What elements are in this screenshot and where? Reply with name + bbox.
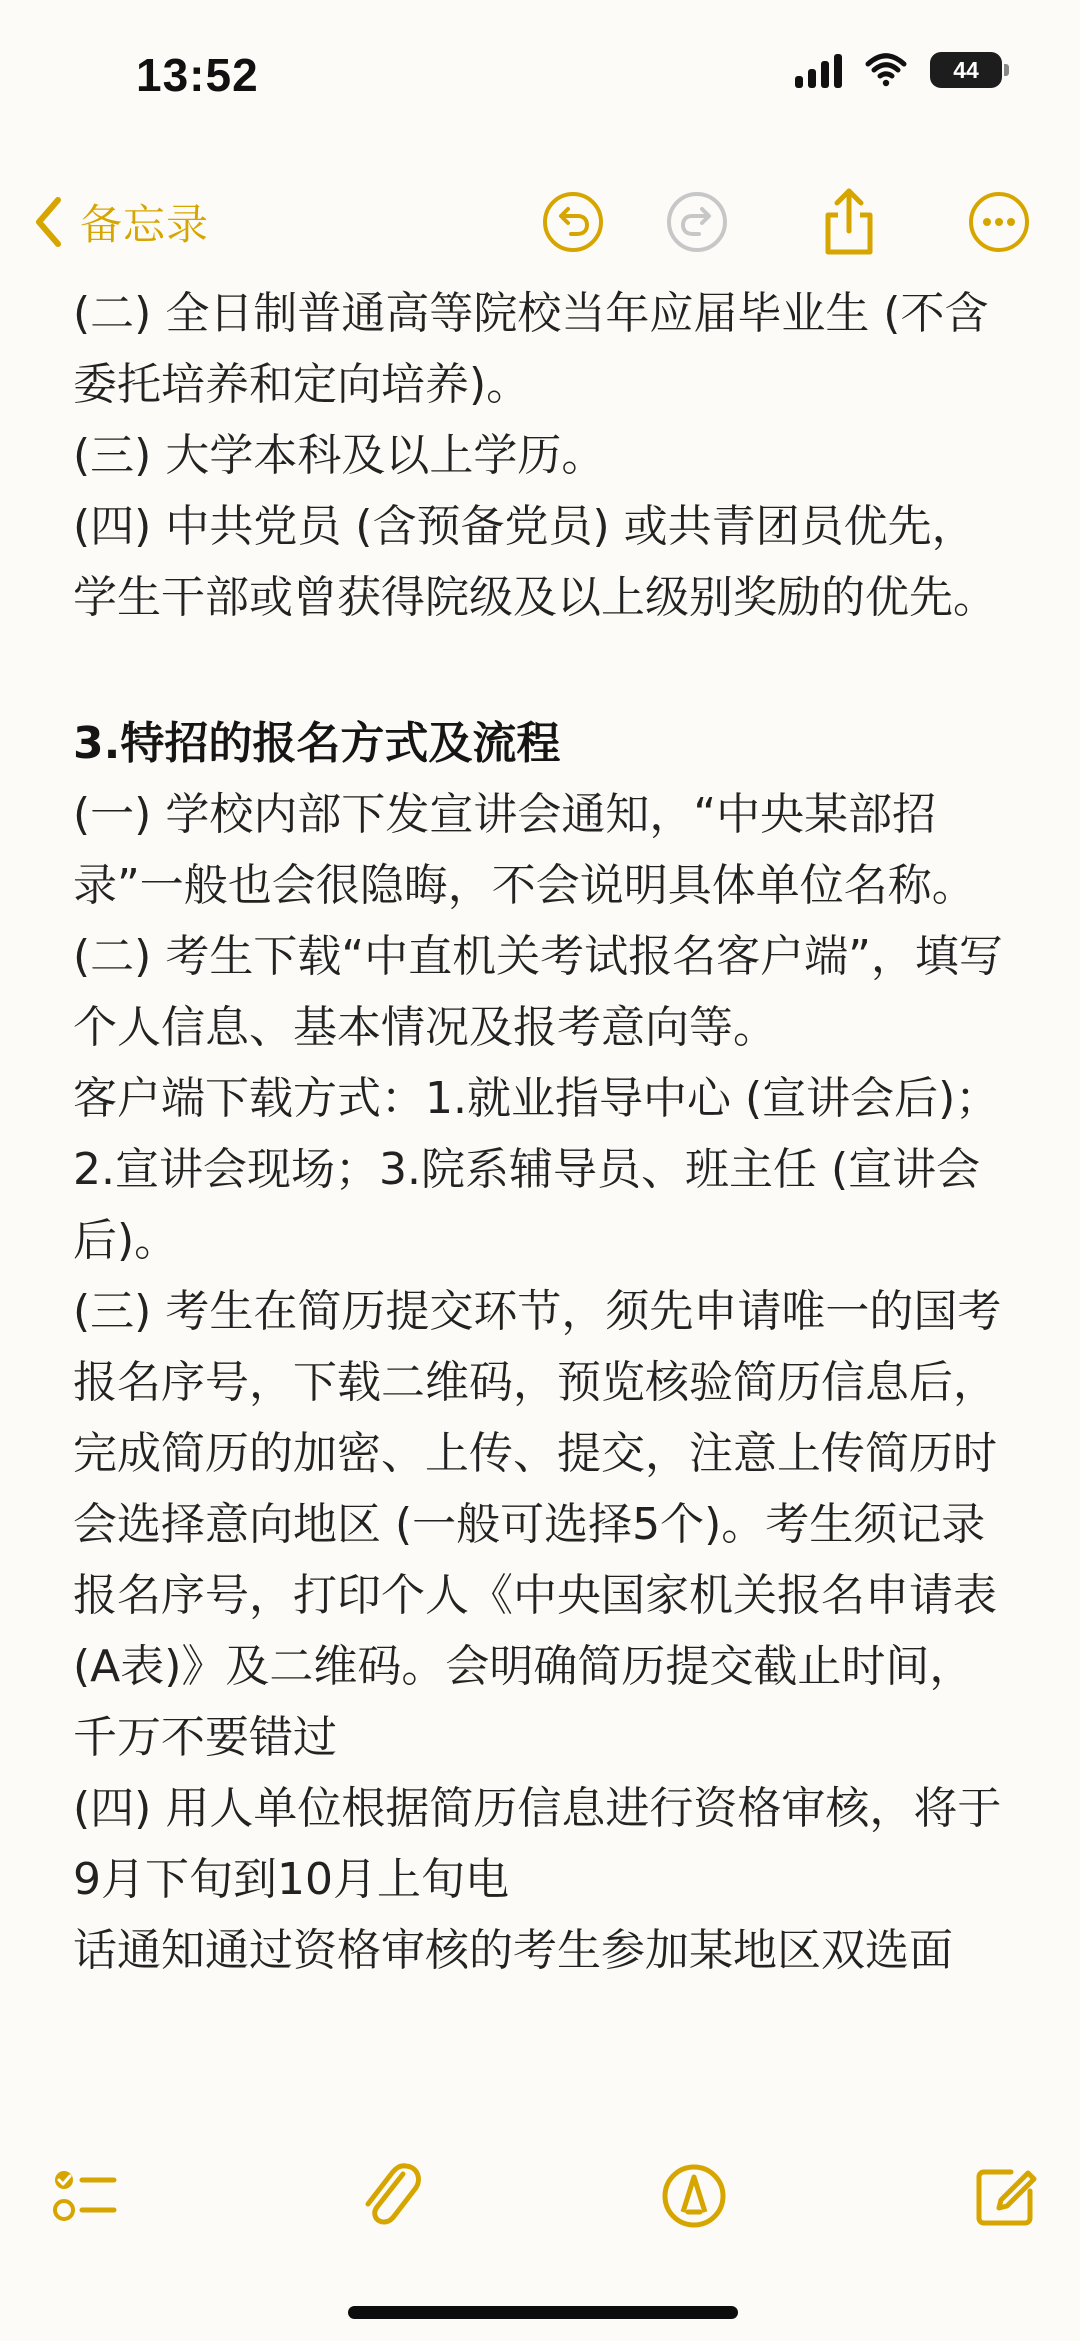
note-paragraph: (四) 中共党员 (含预备党员) 或共青团员优先，学生干部或曾获得院级及以上级别奖励的优先。 <box>73 501 997 623</box>
note-paragraph: (三) 大学本科及以上学历。 <box>73 430 606 481</box>
attachment-button[interactable] <box>346 2152 434 2240</box>
back-chevron-icon <box>24 181 72 263</box>
battery-icon <box>930 52 1002 88</box>
share-icon <box>818 186 880 258</box>
note-content[interactable] <box>73 278 1008 1986</box>
compose-button[interactable] <box>962 2152 1050 2240</box>
note-paragraph: (三) 考生在简历提交环节，须先申请唯一的国考报名序号，下载二维码，预览核验简历信息后，完成简历的加密、上传、提交，注意上传简历时会选择意向地区 (一般可选择5个)。考生须记录报名序号，打印个人《中央国家机关报名申请表 (A表)》及二维码。会明确简历提交截止时间，千万不要错过 <box>73 1286 1002 1763</box>
signal-icon <box>795 52 842 88</box>
checklist-icon <box>50 2160 122 2232</box>
status-time: 13:52 <box>136 49 259 101</box>
home-indicator[interactable] <box>348 2306 738 2319</box>
undo-button[interactable] <box>532 181 614 263</box>
note-paragraph: (二) 全日制普通高等院校当年应届毕业生 (不含委托培养和定向培养)。 <box>73 288 989 410</box>
bottom-toolbar <box>0 2142 1080 2262</box>
more-button[interactable] <box>958 181 1040 263</box>
compose-icon <box>970 2160 1042 2232</box>
undo-icon <box>540 189 606 255</box>
status-bar <box>0 0 1080 165</box>
markup-icon <box>658 2160 730 2232</box>
battery-level: 44 <box>953 56 979 83</box>
back-button[interactable] <box>24 181 209 263</box>
note-paragraph: 话通知通过资格审核的考生参加某地区双选面 <box>73 1925 953 1976</box>
note-paragraph: (二) 考生下载“中直机关考试报名客户端”，填写个人信息、基本情况及报考意向等。 <box>73 931 1003 1053</box>
blank-line <box>73 633 1008 708</box>
back-label: 备忘录 <box>80 200 210 249</box>
status-icons <box>795 52 1002 88</box>
paperclip-icon <box>355 2156 425 2236</box>
more-icon <box>966 189 1032 255</box>
share-button[interactable] <box>808 181 890 263</box>
markup-button[interactable] <box>650 2152 738 2240</box>
note-paragraph: 客户端下载方式：1.就业指导中心 (宣讲会后)；2.宣讲会现场；3.院系辅导员、班主任 (宣讲会后)。 <box>73 1073 1000 1266</box>
navigation-toolbar <box>0 165 1080 280</box>
note-paragraph: (一) 学校内部下发宣讲会通知，“中央某部招录”一般也会很隐晦，不会说明具体单位名称。 <box>73 789 976 911</box>
section-heading: 3.特招的报名方式及流程 <box>73 718 561 769</box>
note-paragraph: (四) 用人单位根据简历信息进行资格审核，将于9月下旬到10月上旬电 <box>73 1783 1002 1905</box>
redo-icon <box>664 189 730 255</box>
redo-button[interactable] <box>656 181 738 263</box>
wifi-icon <box>864 52 908 88</box>
checklist-button[interactable] <box>42 2152 130 2240</box>
